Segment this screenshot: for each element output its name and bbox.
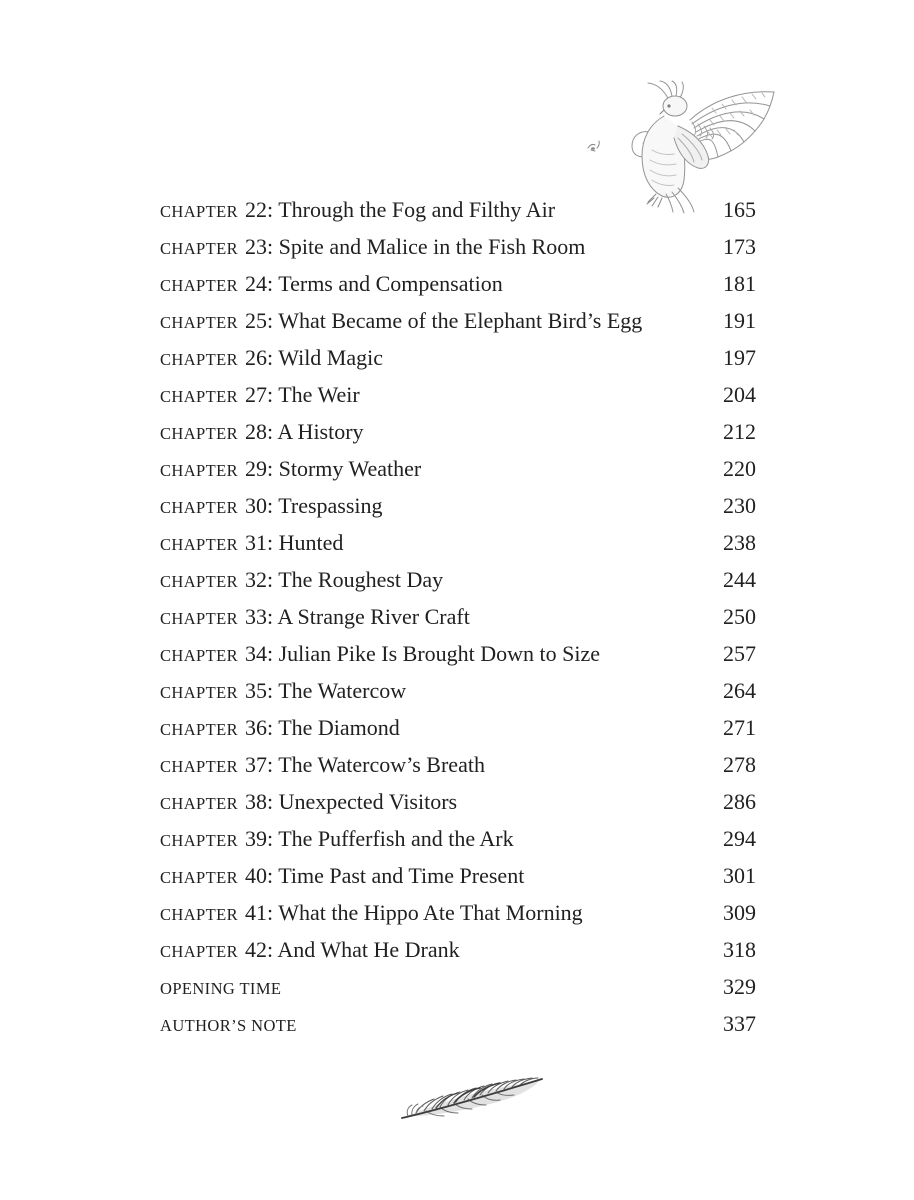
toc-entry bbox=[160, 271, 503, 296]
toc-entry-prefix: CHAPTER bbox=[160, 572, 238, 591]
toc-row bbox=[160, 894, 756, 931]
toc-entry bbox=[160, 493, 383, 518]
toc-entry bbox=[160, 937, 460, 962]
toc-entry-title: 40: Time Past and Time Present bbox=[244, 863, 525, 888]
toc-page-number: 220 bbox=[723, 456, 756, 481]
toc-entry bbox=[160, 752, 485, 777]
toc-page-number: 197 bbox=[723, 345, 756, 370]
toc-entry-prefix: CHAPTER bbox=[160, 202, 238, 221]
toc-row bbox=[160, 302, 756, 339]
toc-row bbox=[160, 487, 756, 524]
toc-entry bbox=[160, 308, 643, 333]
toc-entry-prefix: CHAPTER bbox=[160, 498, 238, 517]
toc-row bbox=[160, 191, 756, 228]
toc-entry-prefix: CHAPTER bbox=[160, 276, 238, 295]
toc-entry-prefix: OPENING TIME bbox=[160, 979, 282, 998]
toc-entry-title: 36: The Diamond bbox=[244, 715, 400, 740]
toc-page-number: 257 bbox=[723, 641, 756, 666]
toc-entry-title: 23: Spite and Malice in the Fish Room bbox=[244, 234, 586, 259]
toc-row bbox=[160, 931, 756, 968]
toc-page-number: 181 bbox=[723, 271, 756, 296]
toc-entry bbox=[160, 641, 601, 666]
toc-entry-prefix: CHAPTER bbox=[160, 461, 238, 480]
toc-row bbox=[160, 450, 756, 487]
toc-entry-title: 38: Unexpected Visitors bbox=[244, 789, 458, 814]
toc-entry-title: 32: The Roughest Day bbox=[244, 567, 444, 592]
toc-page-number: 264 bbox=[723, 678, 756, 703]
toc-page-number: 230 bbox=[723, 493, 756, 518]
toc-page-number: 294 bbox=[723, 826, 756, 851]
toc-entry-prefix: CHAPTER bbox=[160, 905, 238, 924]
toc-page-number: 165 bbox=[723, 197, 756, 222]
toc-entry-title: 42: And What He Drank bbox=[244, 937, 460, 962]
toc-entry-prefix: CHAPTER bbox=[160, 831, 238, 850]
toc-page-number: 204 bbox=[723, 382, 756, 407]
toc-page-number: 286 bbox=[723, 789, 756, 814]
toc-entry-title: 33: A Strange River Craft bbox=[244, 604, 470, 629]
toc-entry bbox=[160, 197, 556, 222]
toc-list bbox=[160, 191, 756, 1042]
toc-entry-title: 28: A History bbox=[244, 419, 364, 444]
toc-entry-title: 25: What Became of the Elephant Bird’s Egg bbox=[244, 308, 643, 333]
toc-page-number: 301 bbox=[723, 863, 756, 888]
toc-page-number: 173 bbox=[723, 234, 756, 259]
toc-entry bbox=[160, 981, 281, 998]
toc-entry bbox=[160, 1018, 297, 1035]
toc-row bbox=[160, 413, 756, 450]
toc-entry-prefix: CHAPTER bbox=[160, 350, 238, 369]
toc-row bbox=[160, 228, 756, 265]
fly-illustration bbox=[584, 139, 602, 154]
toc-entry-prefix: CHAPTER bbox=[160, 313, 238, 332]
toc-entry bbox=[160, 789, 458, 814]
toc-page-number: 238 bbox=[723, 530, 756, 555]
toc-page-number: 318 bbox=[723, 937, 756, 962]
toc-row bbox=[160, 1005, 756, 1042]
toc-entry bbox=[160, 234, 586, 259]
toc-row bbox=[160, 709, 756, 746]
toc-row bbox=[160, 339, 756, 376]
toc-entry-prefix: CHAPTER bbox=[160, 387, 238, 406]
toc-entry-prefix: CHAPTER bbox=[160, 424, 238, 443]
toc-page-number: 250 bbox=[723, 604, 756, 629]
toc-row bbox=[160, 376, 756, 413]
toc-entry-title: 22: Through the Fog and Filthy Air bbox=[244, 197, 556, 222]
toc-entry bbox=[160, 456, 422, 481]
toc-page-number: 212 bbox=[723, 419, 756, 444]
toc-entry-title: 27: The Weir bbox=[244, 382, 360, 407]
toc-row bbox=[160, 820, 756, 857]
toc-entry bbox=[160, 530, 344, 555]
toc-entry bbox=[160, 382, 360, 407]
toc-entry bbox=[160, 567, 444, 592]
toc-entry bbox=[160, 900, 583, 925]
toc-entry-prefix: CHAPTER bbox=[160, 683, 238, 702]
toc-entry-title: 24: Terms and Compensation bbox=[244, 271, 503, 296]
toc-page-number: 329 bbox=[723, 974, 756, 999]
toc-page-number: 278 bbox=[723, 752, 756, 777]
toc-entry-title: 30: Trespassing bbox=[244, 493, 383, 518]
toc-row bbox=[160, 746, 756, 783]
toc-entry-title: 29: Stormy Weather bbox=[244, 456, 422, 481]
toc-entry-title: 37: The Watercow’s Breath bbox=[244, 752, 485, 777]
feather-illustration bbox=[396, 1064, 548, 1128]
toc-row bbox=[160, 524, 756, 561]
toc-page-number: 244 bbox=[723, 567, 756, 592]
toc-entry bbox=[160, 419, 364, 444]
toc-page-number: 309 bbox=[723, 900, 756, 925]
toc-page-number: 271 bbox=[723, 715, 756, 740]
toc-entry-prefix: CHAPTER bbox=[160, 720, 238, 739]
toc-row bbox=[160, 783, 756, 820]
toc-row bbox=[160, 857, 756, 894]
toc-entry bbox=[160, 715, 400, 740]
toc-entry-title: 41: What the Hippo Ate That Morning bbox=[244, 900, 583, 925]
toc-row bbox=[160, 635, 756, 672]
toc-entry-title: 34: Julian Pike Is Brought Down to Size bbox=[244, 641, 601, 666]
toc-entry-title: 26: Wild Magic bbox=[244, 345, 384, 370]
toc-entry-title: 35: The Watercow bbox=[244, 678, 407, 703]
toc-entry-prefix: AUTHOR’S NOTE bbox=[160, 1016, 297, 1035]
toc-entry-title: 39: The Pufferfish and the Ark bbox=[244, 826, 514, 851]
toc-row bbox=[160, 265, 756, 302]
toc-entry bbox=[160, 678, 407, 703]
toc-entry bbox=[160, 826, 514, 851]
toc-entry-prefix: CHAPTER bbox=[160, 239, 238, 258]
toc-page-number: 191 bbox=[723, 308, 756, 333]
toc-entry bbox=[160, 604, 470, 629]
toc-row bbox=[160, 561, 756, 598]
toc-row bbox=[160, 968, 756, 1005]
toc-entry-prefix: CHAPTER bbox=[160, 646, 238, 665]
toc-row bbox=[160, 598, 756, 635]
toc-entry-prefix: CHAPTER bbox=[160, 794, 238, 813]
toc-entry bbox=[160, 863, 525, 888]
toc-entry-prefix: CHAPTER bbox=[160, 942, 238, 961]
toc-entry-title: 31: Hunted bbox=[244, 530, 344, 555]
toc-entry-prefix: CHAPTER bbox=[160, 535, 238, 554]
toc-row bbox=[160, 672, 756, 709]
toc-entry-prefix: CHAPTER bbox=[160, 757, 238, 776]
toc-entry bbox=[160, 345, 384, 370]
toc-entry-prefix: CHAPTER bbox=[160, 609, 238, 628]
toc-entry-prefix: CHAPTER bbox=[160, 868, 238, 887]
toc-page-number: 337 bbox=[723, 1011, 756, 1036]
